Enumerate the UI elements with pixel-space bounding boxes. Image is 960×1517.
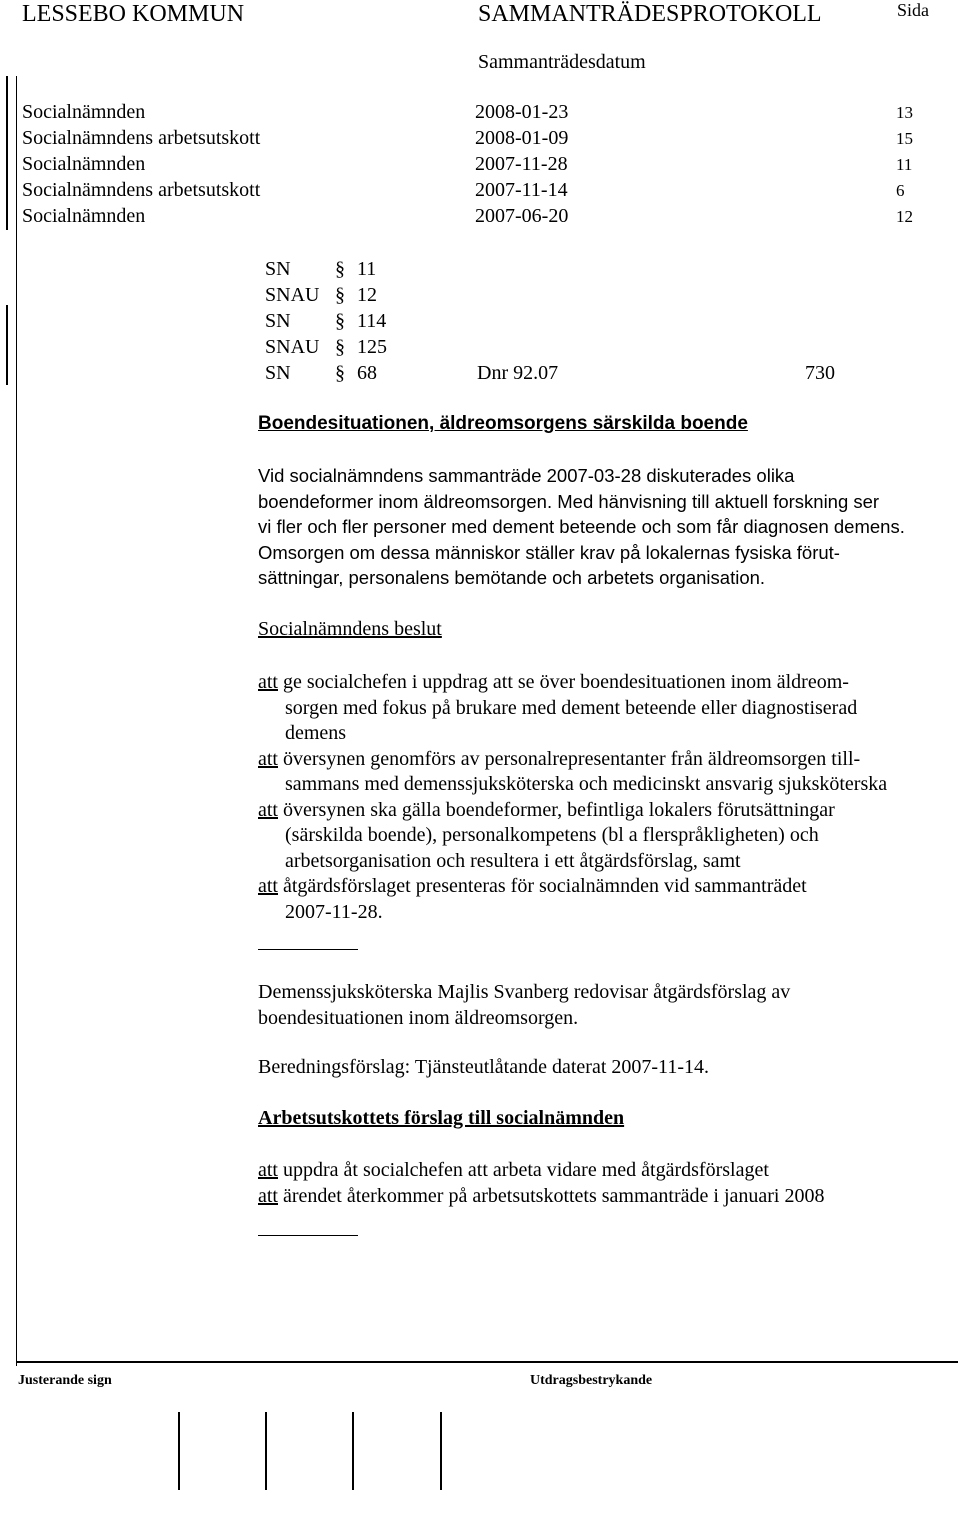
meeting-date: 2007-11-28 (475, 153, 568, 175)
margin-bar (6, 305, 8, 385)
page-label: Sida (897, 0, 930, 20)
document-type: SAMMANTRÄDESPROTOKOLL (478, 1, 822, 27)
meeting-body: Socialnämndens arbetsutskott (22, 179, 261, 201)
decision-item (258, 798, 835, 824)
diary-number: Dnr 92.07 (477, 362, 559, 384)
meeting-paragraph: 6 (896, 181, 905, 200)
att-keyword: att (258, 671, 278, 693)
att-keyword: att (258, 1185, 278, 1207)
preparation-note: Beredningsförslag: Tjänsteutlåtande daterat 2007-11-14. (258, 1056, 709, 1078)
separator-line (258, 949, 358, 950)
meeting-date: 2008-01-09 (475, 127, 569, 149)
signature-box-divider (178, 1412, 180, 1490)
meeting-date: 2007-11-14 (475, 179, 568, 201)
footer-rule (16, 1361, 958, 1363)
paragraph-number: 114 (357, 310, 387, 332)
decision-item (258, 874, 807, 900)
meeting-body: Socialnämnden (22, 153, 146, 175)
meeting-body: Socialnämnden (22, 205, 146, 227)
meeting-date-label: Sammanträdesdatum (478, 51, 646, 73)
signature-box-divider (265, 1412, 267, 1490)
meeting-row (22, 101, 922, 127)
att-keyword: att (258, 875, 278, 897)
paragraph-ref (265, 310, 865, 336)
decision-text: åtgärdsförslaget presenteras för socialnämnden vid sammanträdet (278, 875, 807, 897)
paragraph-line: vi fler och fler personer med dement beteende och som får diagnosen demens. (258, 516, 905, 537)
att-keyword: att (258, 798, 278, 821)
decision-text-cont: sorgen med fokus på brukare med dement beteende eller diagnostiserad (285, 696, 858, 719)
att-keyword: att (258, 1159, 278, 1181)
meeting-row (22, 127, 922, 153)
decision-text: översynen genomförs av personalrepresentanter från äldreomsorgen till- (278, 747, 861, 770)
case-title: Boendesituationen, äldreomsorgens särskilda boende (258, 413, 748, 434)
proposal-item (258, 1184, 824, 1210)
signature-box-divider (352, 1412, 354, 1490)
archive-code: 730 (805, 362, 835, 384)
section-symbol: § (335, 336, 345, 358)
paragraph-ref (265, 258, 865, 284)
margin-bar (6, 76, 8, 230)
organization-name: LESSEBO KOMMUN (22, 1, 245, 27)
decision-text: översynen ska gälla boendeformer, befintliga lokalers förutsättningar (278, 798, 835, 821)
paragraph-line: Demenssjuksköterska Majlis Svanberg redovisar åtgärdsförslag av (258, 981, 791, 1003)
decision-item (258, 747, 860, 773)
paragraph-number: 125 (357, 336, 387, 358)
paragraph-line: Omsorgen om dessa människor ställer krav på lokalernas fysiska förut- (258, 541, 840, 563)
section-symbol: § (335, 284, 345, 306)
background-paragraph (258, 463, 905, 591)
section-symbol: § (335, 362, 345, 384)
paragraph-number: 12 (357, 284, 377, 306)
decision-text-cont: demens (285, 722, 347, 744)
meeting-paragraph: 15 (896, 129, 913, 148)
paragraph-body: SN (265, 362, 291, 384)
paragraph-body: SNAU (265, 336, 320, 358)
paragraph-body: SN (265, 258, 291, 280)
meeting-date: 2007-06-20 (475, 205, 569, 227)
proposal-text: uppdra åt socialchefen att arbeta vidare med åtgärdsförslaget (278, 1159, 769, 1181)
meeting-row (22, 205, 922, 231)
meeting-paragraph: 12 (896, 207, 913, 226)
signature-box-divider (440, 1412, 442, 1490)
proposal-text: ärendet återkommer på arbetsutskottets sammanträde i januari 2008 (278, 1185, 825, 1207)
paragraph-number: 68 (357, 362, 377, 384)
committee-proposal-heading: Arbetsutskottets förslag till socialnämnden (258, 1107, 625, 1129)
decision-heading: Socialnämndens beslut (258, 618, 442, 640)
meeting-paragraph: 11 (896, 155, 913, 174)
presentation-paragraph (258, 980, 790, 1031)
meeting-row (22, 179, 922, 205)
paragraph-ref (265, 362, 865, 388)
paragraph-ref (265, 284, 865, 310)
margin-line (16, 76, 17, 1366)
meeting-row (22, 153, 922, 179)
separator-line (258, 1235, 358, 1236)
paragraph-body: SNAU (265, 284, 320, 306)
att-keyword: att (258, 747, 278, 770)
paragraph-line: boendeformer inom äldreomsorgen. Med hänvisning till aktuell forskning ser (258, 490, 880, 512)
section-symbol: § (335, 310, 345, 332)
decision-item (258, 670, 849, 696)
decision-text-cont: (särskilda boende), personalkompetens (bl a flerspråkligheten) och (285, 824, 819, 846)
paragraph-ref (265, 336, 865, 362)
paragraph-line: Vid socialnämndens sammanträde 2007-03-28 diskuterades olika (258, 465, 795, 486)
paragraph-body: SN (265, 310, 291, 332)
excerpt-label: Utdragsbestrykande (530, 1373, 653, 1388)
decision-text-cont: arbetsorganisation och resultera i ett åtgärdsförslag, samt (285, 849, 741, 872)
meeting-body: Socialnämnden (22, 101, 146, 123)
meeting-paragraph: 13 (896, 103, 913, 122)
meeting-date: 2008-01-23 (475, 101, 569, 123)
paragraph-line: sättningar, personalens bemötande och arbetets organisation. (258, 567, 766, 588)
decision-text: ge socialchefen i uppdrag att se över boendesituationen inom äldreom- (278, 671, 849, 693)
section-symbol: § (335, 258, 345, 280)
meeting-body: Socialnämndens arbetsutskott (22, 127, 261, 149)
paragraph-number: 11 (357, 258, 377, 280)
proposal-item (258, 1158, 769, 1184)
paragraph-line: boendesituationen inom äldreomsorgen. (258, 1006, 579, 1029)
decision-text-cont: 2007-11-28. (285, 900, 383, 923)
decision-text-cont: sammans med demenssjuksköterska och medicinskt ansvarig sjuksköterska (285, 773, 888, 795)
signature-label: Justerande sign (18, 1373, 112, 1388)
